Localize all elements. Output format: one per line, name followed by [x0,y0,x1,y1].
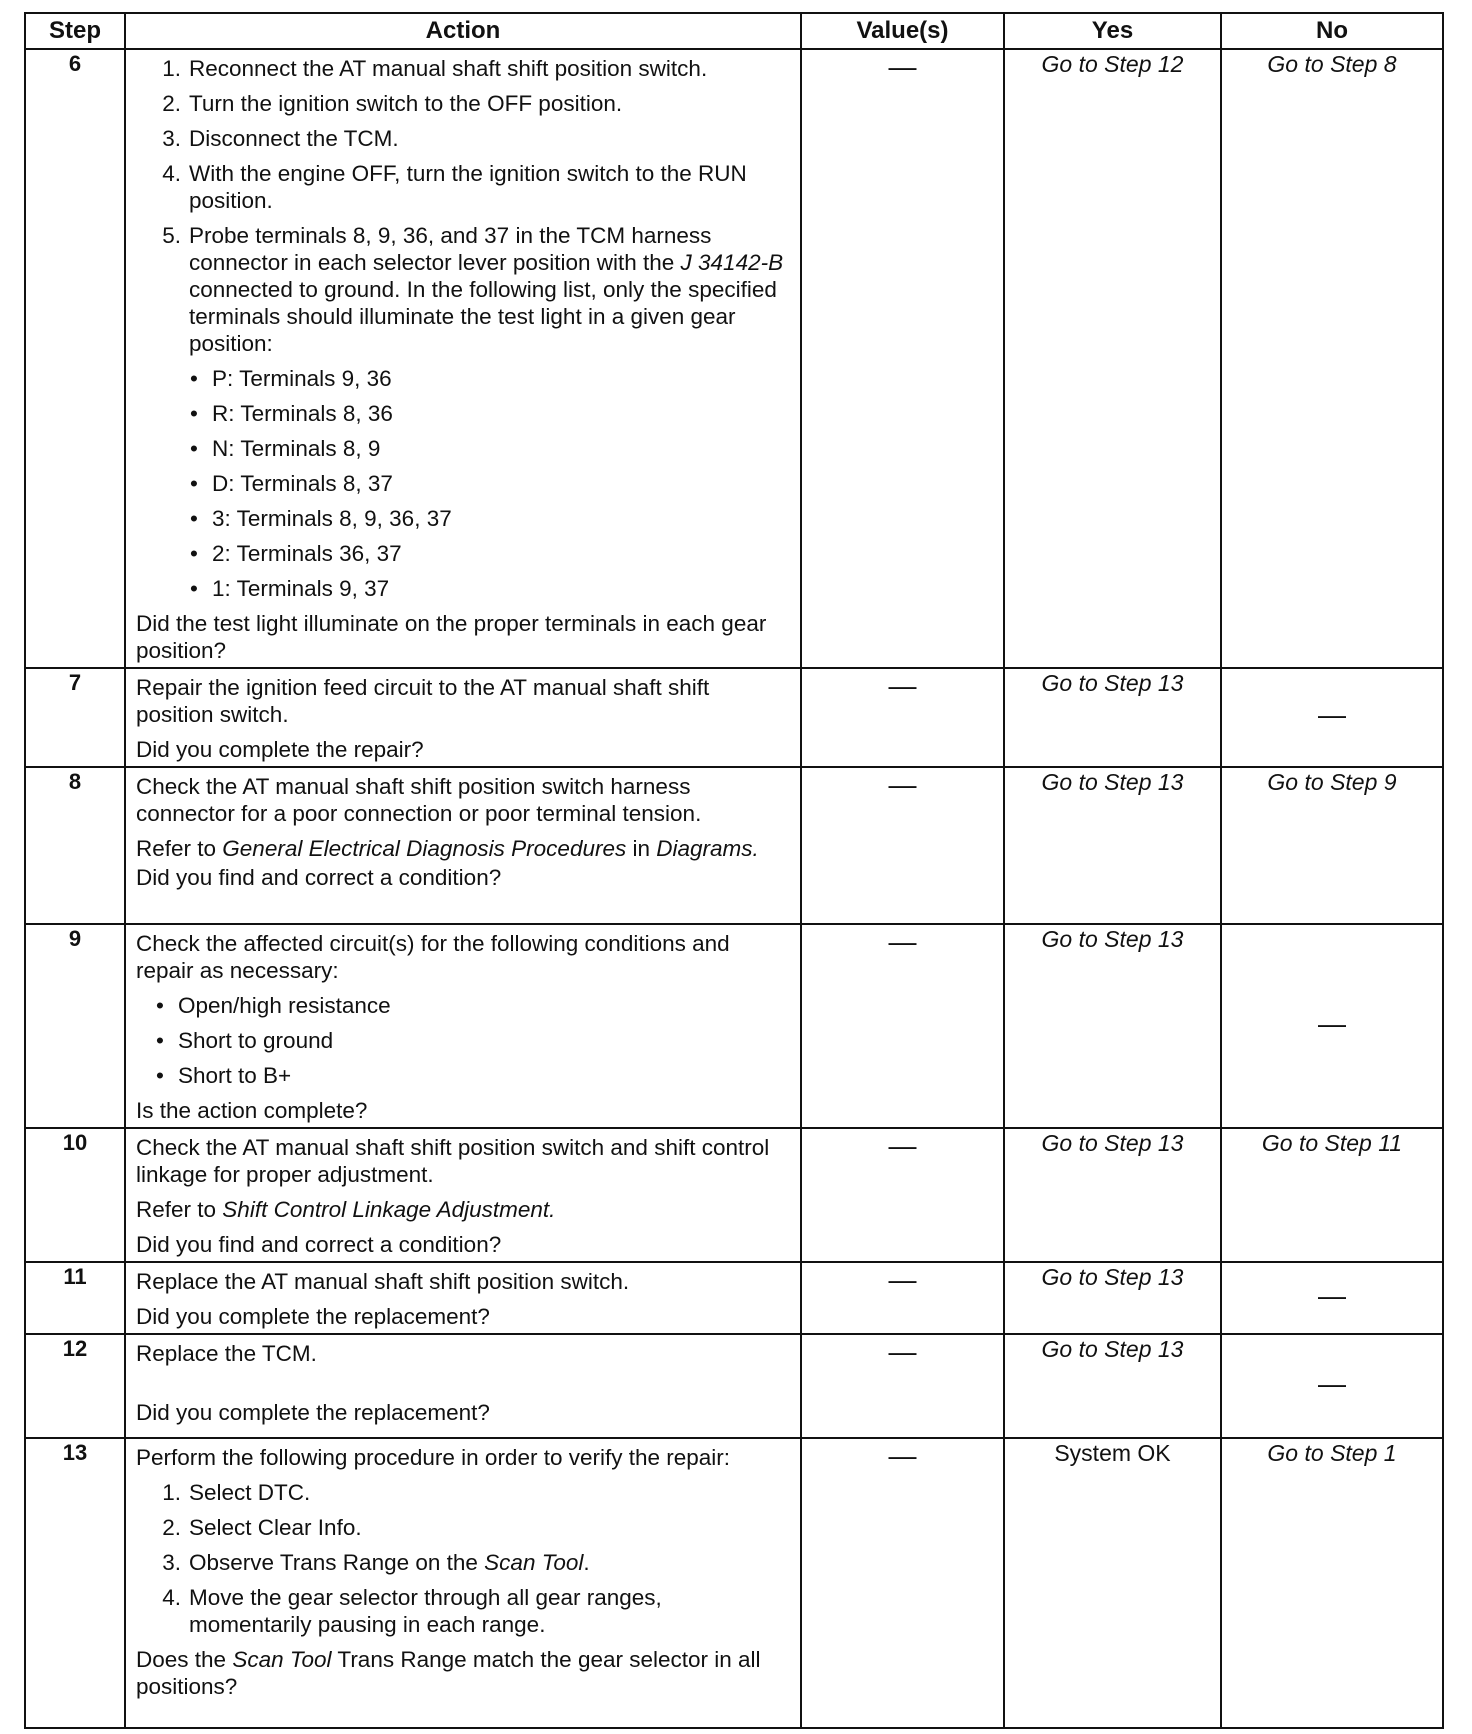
tool-reference: J 34142-B [680,250,784,275]
header-yes: Yes [1004,13,1221,49]
value-cell: — [801,1128,1004,1262]
step-number: 8 [25,767,125,924]
action-text: Replace the TCM. [136,1341,317,1366]
diagnostic-table [24,12,1444,1729]
yes-cell: Go to Step 13 [1004,668,1221,767]
action-text: Replace the AT manual shaft shift position switch. [136,1269,630,1294]
list-item: 4. With the engine OFF, turn the ignition switch to the RUN position. [162,161,747,213]
bullet-item: • P: Terminals 9, 36 [190,366,392,391]
table-row-step-10 [25,1128,1443,1262]
no-cell: Go to Step 11 [1221,1128,1443,1262]
yes-cell: Go to Step 13 [1004,767,1221,924]
step-number: 9 [25,924,125,1128]
step-number: 11 [25,1262,125,1334]
table-row-step-9 [25,924,1443,1128]
step-number: 10 [25,1128,125,1262]
question-text: Did you complete the replacement? [136,1400,490,1425]
action-text: Check the AT manual shaft shift position switch and shift control linkage for proper adjustment. [136,1135,770,1187]
value-cell: — [801,767,1004,924]
yes-cell: Go to Step 13 [1004,924,1221,1128]
table-row-step-8 [25,767,1443,924]
action-text: Perform the following procedure in order to verify the repair: [136,1445,731,1470]
step-number: 6 [25,49,125,668]
no-cell: — [1221,1262,1443,1334]
list-item: 3. Disconnect the TCM. [162,126,399,151]
list-item: 2. Turn the ignition switch to the OFF position. [162,91,623,116]
doc-reference: General Electrical Diagnosis Procedures [222,836,627,861]
action-cell [125,668,801,767]
header-no: No [1221,13,1443,49]
list-item: 1. Select DTC. [162,1480,311,1505]
no-cell: Go to Step 1 [1221,1438,1443,1728]
question-text: Did you complete the repair? [136,737,424,762]
bullet-item: • 1: Terminals 9, 37 [190,576,390,601]
no-cell: — [1221,924,1443,1128]
action-cell [125,1128,801,1262]
refer-text: Refer to Shift Control Linkage Adjustment. [136,1197,556,1222]
bullet-item: • R: Terminals 8, 36 [190,401,393,426]
tool-reference: Scan Tool [484,1550,584,1575]
question-text: Is the action complete? [136,1098,368,1123]
action-cell [125,1262,801,1334]
question-text: Did you complete the replacement? [136,1304,490,1329]
no-cell: — [1221,1334,1443,1438]
step-number: 12 [25,1334,125,1438]
bullet-item: • 3: Terminals 8, 9, 36, 37 [190,506,452,531]
bullet-item: • Open/high resistance [156,993,391,1018]
no-cell: Go to Step 9 [1221,767,1443,924]
value-cell: — [801,1334,1004,1438]
action-cell [125,1438,801,1728]
step-number: 7 [25,668,125,767]
table-row-step-13 [25,1438,1443,1728]
no-cell: Go to Step 8 [1221,49,1443,668]
bullet-item: • D: Terminals 8, 37 [190,471,393,496]
action-cell [125,767,801,924]
header-step: Step [25,13,125,49]
list-item: 4. Move the gear selector through all gear ranges, momentarily pausing in each range. [162,1585,662,1637]
yes-cell: System OK [1004,1438,1221,1728]
list-item: 2. Select Clear Info. [162,1515,362,1540]
bullet-item: • Short to ground [156,1028,334,1053]
action-cell [125,1334,801,1438]
question-text: Does the Scan Tool Trans Range match the gear selector in all positions? [136,1647,761,1699]
yes-cell: Go to Step 13 [1004,1262,1221,1334]
action-text: Check the AT manual shaft shift position switch harness connector for a poor connection or poor terminal tension. [136,774,702,826]
yes-cell: Go to Step 13 [1004,1128,1221,1262]
bullet-item: • 2: Terminals 36, 37 [190,541,402,566]
refer-text: Refer to General Electrical Diagnosis Procedures in Diagrams. [136,836,759,861]
question-text: Did the test light illuminate on the proper terminals in each gear position? [136,611,767,663]
step-number: 13 [25,1438,125,1728]
question-text: Did you find and correct a condition? [136,865,502,890]
action-cell [125,924,801,1128]
table-row-step-6 [25,49,1443,668]
value-cell: — [801,49,1004,668]
doc-reference: Shift Control Linkage Adjustment [222,1197,550,1222]
header-values: Value(s) [801,13,1004,49]
table-row-step-11 [25,1262,1443,1334]
value-cell: — [801,924,1004,1128]
value-cell: — [801,1438,1004,1728]
header-row [25,13,1443,49]
value-cell: — [801,1262,1004,1334]
yes-cell: Go to Step 13 [1004,1334,1221,1438]
action-cell [125,49,801,668]
action-text: Check the affected circuit(s) for the following conditions and repair as necessary: [136,931,730,983]
bullet-item: • N: Terminals 8, 9 [190,436,381,461]
list-item: 5. Probe terminals 8, 9, 36, and 37 in the TCM harness connector in each selector lever position with the J 34142-B connected to ground. In the following list, only the specified terminals should illuminate the test light in a given gear position: [162,223,784,356]
table-row-step-7 [25,668,1443,767]
value-cell: — [801,668,1004,767]
header-action: Action [125,13,801,49]
tool-reference: Scan Tool [232,1647,332,1672]
table-row-step-12 [25,1334,1443,1438]
bullet-item: • Short to B+ [156,1063,292,1088]
question-text: Did you find and correct a condition? [136,1232,502,1257]
list-item: 3. Observe Trans Range on the Scan Tool. [162,1550,590,1575]
doc-reference: Diagrams [656,836,753,861]
yes-cell: Go to Step 12 [1004,49,1221,668]
list-item: 1. Reconnect the AT manual shaft shift position switch. [162,56,708,81]
action-text: Repair the ignition feed circuit to the AT manual shaft shift position switch. [136,675,710,727]
no-cell: — [1221,668,1443,767]
